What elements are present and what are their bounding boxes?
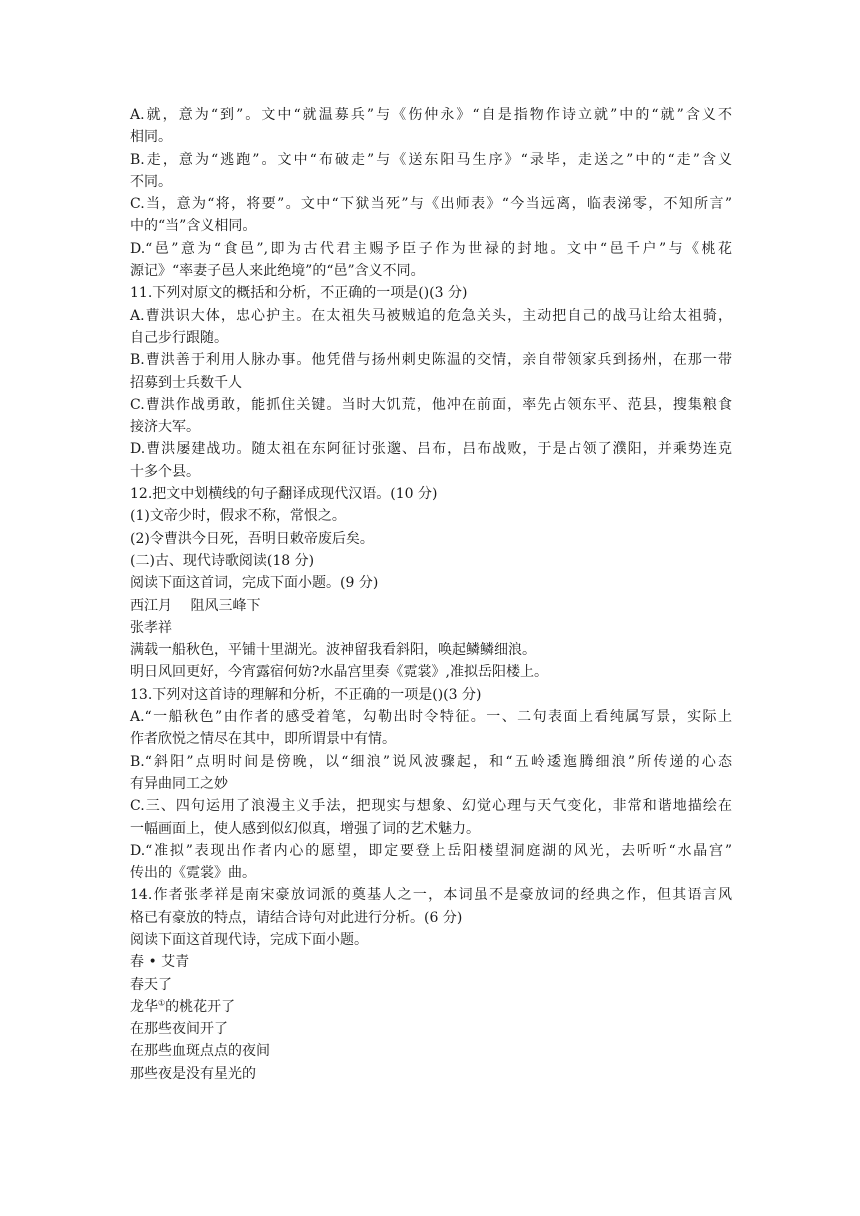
- paragraph: [130, 305, 732, 350]
- text-line: D.“邑”意为“食邑”,即为古代君主赐予臣子作为世禄的封地。文中“邑千户”与《桃花: [130, 240, 732, 257]
- text-line: 接济大军。: [130, 419, 200, 436]
- paragraph: [130, 349, 732, 394]
- paragraph: [130, 996, 732, 1018]
- text-line: 明日风回更好，今宵露宿何妨?水晶宫里奏《霓裳》,准拟岳阳楼上。: [130, 664, 548, 681]
- text-segment: 的桃花开了: [165, 998, 236, 1015]
- text-line: 自己步行跟随。: [130, 329, 228, 346]
- paragraph: [130, 149, 732, 194]
- text-line: A.“一船秋色”由作者的感受着笔，勾勒出时令特征。一、二句表面上看纯属写景，实际上: [130, 709, 732, 726]
- paragraph: [130, 394, 732, 439]
- text-line: A.就，意为“到”。文中“就温募兵”与《伤仲永》“自是指物作诗立就”中的“就”含义不: [130, 107, 732, 123]
- text-line: 不同。: [130, 173, 172, 190]
- text-line: 西江月 阻风三峰下: [130, 597, 261, 614]
- paragraph: [130, 282, 732, 304]
- paragraph: [130, 751, 732, 796]
- paragraph: [130, 550, 732, 572]
- text-line: 阅读下面这首词，完成下面小题。(9 分): [130, 575, 379, 592]
- paragraph: [130, 104, 732, 149]
- paragraph: [130, 238, 732, 283]
- paragraph: [130, 1040, 732, 1062]
- footnote-marker: ①: [158, 998, 166, 1008]
- paragraph: [130, 1063, 732, 1085]
- paragraph: [130, 884, 732, 929]
- text-line: B.走，意为“逃跑”。文中“布破走”与《送东阳马生序》“录毕，走送之”中的“走”含义: [130, 151, 732, 168]
- text-line: 在那些血斑点点的夜间: [130, 1043, 270, 1060]
- paragraph: [130, 617, 732, 639]
- text-line: 十多个县。: [130, 463, 200, 480]
- text-segment: 龙华: [130, 998, 158, 1015]
- paragraph: [130, 639, 732, 661]
- text-line: 14.作者张孝祥是南宋豪放词派的奠基人之一，本词虽不是豪放词的经典之作，但其语言风: [130, 887, 732, 904]
- text-line: 那些夜是没有星光的: [130, 1065, 256, 1082]
- text-line: 中的“当”含义相同。: [130, 218, 257, 235]
- paragraph: [130, 595, 732, 617]
- paragraph: [130, 661, 732, 683]
- paragraph: [130, 438, 732, 483]
- text-line: D.曹洪屡建战功。随太祖在东阿征讨张邈、吕布，吕布战败，于是占领了濮阳，并乘势连克: [130, 441, 732, 458]
- text-line: 阅读下面这首现代诗，完成下面小题。: [130, 931, 368, 948]
- text-line: [130, 996, 732, 1018]
- paragraph: [130, 840, 732, 885]
- text-line: C.曹洪作战勇敢，能抓住关键。当时大饥荒，他冲在前面，率先占领东平、范县，搜集粮食: [130, 396, 732, 413]
- text-line: 招募到士兵数千人: [130, 374, 242, 391]
- text-line: (二)古、现代诗歌阅读(18 分): [130, 552, 315, 569]
- paragraph: [130, 505, 732, 527]
- text-line: 相同。: [130, 129, 172, 146]
- text-line: 格已有豪放的特点，请结合诗句对此进行分析。(6 分): [130, 909, 463, 926]
- paragraph: [130, 929, 732, 951]
- text-line: 张孝祥: [130, 619, 172, 636]
- text-line: 有异曲同工之妙: [130, 775, 228, 792]
- paragraph: [130, 483, 732, 505]
- paragraph: [130, 795, 732, 840]
- text-line: (2)令曹洪今日死，吾明日敕帝废后矣。: [130, 530, 374, 547]
- text-line: 满载一船秋色，平铺十里湖光。波神留我看斜阳，唤起鳞鳞细浪。: [130, 642, 536, 659]
- paragraph: [130, 974, 732, 996]
- text-line: C.三、四句运用了浪漫主义手法，把现实与想象、幻觉心理与天气变化，非常和谐地描绘在: [130, 798, 732, 815]
- text-line: B.“斜阳”点明时间是傍晚，以“细浪”说风波骤起，和“五岭逶迤腾细浪”所传递的心态: [130, 753, 732, 770]
- paragraph: [130, 706, 732, 751]
- text-line: 一幅画面上，使人感到似幻似真，增强了词的艺术魅力。: [130, 820, 480, 837]
- text-line: 春 • 艾青: [130, 954, 190, 971]
- text-line: 传出的《霓裳》曲。: [130, 865, 256, 882]
- text-line: 在那些夜间开了: [130, 1021, 228, 1038]
- paragraph: [130, 193, 732, 238]
- text-line: 作者欣悦之情尽在其中，即所谓景中有情。: [130, 731, 396, 748]
- text-line: 13.下列对这首诗的理解和分析，不正确的一项是()(3 分): [130, 686, 482, 703]
- paragraph: [130, 1018, 732, 1040]
- text-line: 12.把文中划横线的句子翻译成现代汉语。(10 分): [130, 486, 438, 503]
- document-body: [130, 104, 732, 1085]
- text-line: 11.下列对原文的概括和分析，不正确的一项是()(3 分): [130, 285, 468, 302]
- text-line: 源记》“率妻子邑人来此绝境”的“邑”含义不同。: [130, 263, 425, 280]
- text-line: 春天了: [130, 976, 172, 993]
- text-line: B.曹洪善于利用人脉办事。他凭借与扬州刺史陈温的交情，亲自带领家兵到扬州，在那一带: [130, 352, 732, 369]
- text-line: D.“准拟”表现出作者内心的愿望，即定要登上岳阳楼望洞庭湖的风光，去听听“水晶宫”: [130, 842, 732, 859]
- text-line: A.曹洪识大体，忠心护主。在太祖失马被贼追的危急关头，主动把自己的战马让给太祖骑，: [130, 307, 732, 324]
- text-line: C.当，意为“将，将要”。文中“下狱当死”与《出师表》“今当远离，临表涕零，不知所言”: [130, 196, 732, 213]
- paragraph: [130, 951, 732, 973]
- text-line: (1)文帝少时，假求不称，常恨之。: [130, 508, 346, 525]
- paragraph: [130, 528, 732, 550]
- paragraph: [130, 572, 732, 594]
- paragraph: [130, 684, 732, 706]
